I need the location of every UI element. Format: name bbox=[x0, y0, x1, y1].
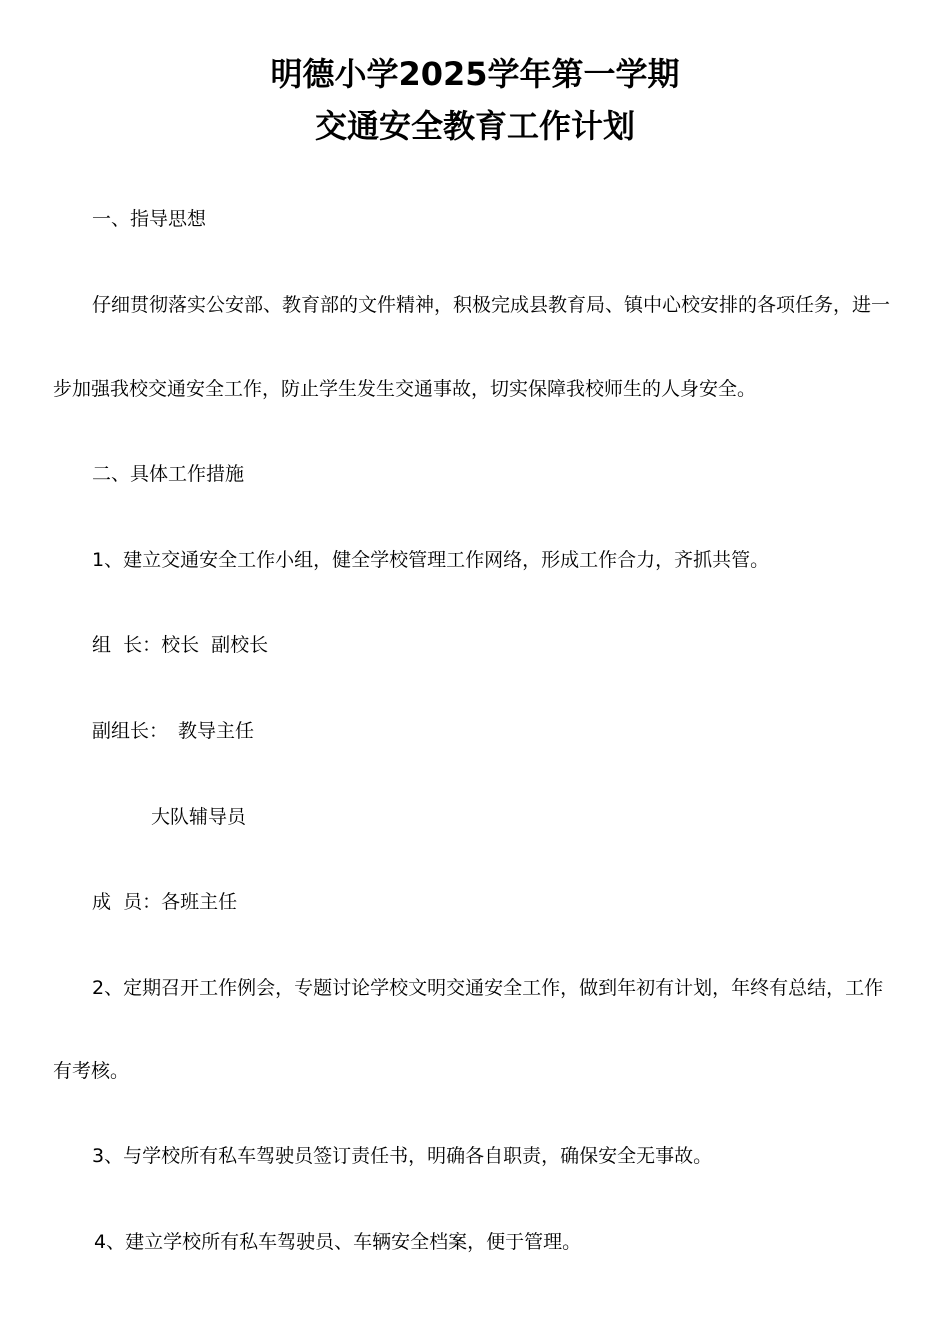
item-3-text: 3、与学校所有私车驾驶员签订责任书，明确各自职责，确保安全无事故。 bbox=[92, 1145, 713, 1167]
group-deputy-label: 副组长： bbox=[92, 720, 169, 742]
item-1-text: 1、建立交通安全工作小组，健全学校管理工作网络，形成工作合力，齐抓共管。 bbox=[92, 549, 770, 571]
item-2-text-line-2: 有考核。 bbox=[53, 1060, 130, 1082]
section-2-heading: 二、具体工作措施 bbox=[92, 463, 245, 485]
document-title-line-2: 交通安全教育工作计划 bbox=[314, 107, 635, 145]
section-1-paragraph-line-2: 步加强我校交通安全工作，防止学生发生交通事故，切实保障我校师生的人身安全。 bbox=[53, 378, 757, 400]
section-1-heading: 一、指导思想 bbox=[92, 208, 207, 230]
group-deputy-row bbox=[92, 719, 254, 743]
document-title-line-1: 明德小学2025学年第一学期 bbox=[270, 55, 680, 93]
group-leader-label: 组 长： bbox=[92, 634, 162, 656]
item-4-text: 4、建立学校所有私车驾驶员、车辆安全档案，便于管理。 bbox=[94, 1231, 582, 1253]
group-deputy-value-2: 大队辅导员 bbox=[151, 806, 247, 828]
group-deputy-value-1: 教导主任 bbox=[178, 720, 255, 742]
group-member-label: 成 员： bbox=[92, 891, 162, 913]
item-2-text-line-1: 2、定期召开工作例会，专题讨论学校文明交通安全工作，做到年初有计划，年终有总结，工作 bbox=[92, 977, 884, 999]
group-member-row bbox=[92, 890, 237, 914]
section-1-paragraph-line-1: 仔细贯彻落实公安部、教育部的文件精神，积极完成县教育局、镇中心校安排的各项任务，进一 bbox=[92, 294, 891, 316]
group-leader-value: 校长 副校长 bbox=[161, 634, 269, 656]
group-member-value: 各班主任 bbox=[161, 891, 238, 913]
group-leader-row bbox=[92, 633, 268, 657]
